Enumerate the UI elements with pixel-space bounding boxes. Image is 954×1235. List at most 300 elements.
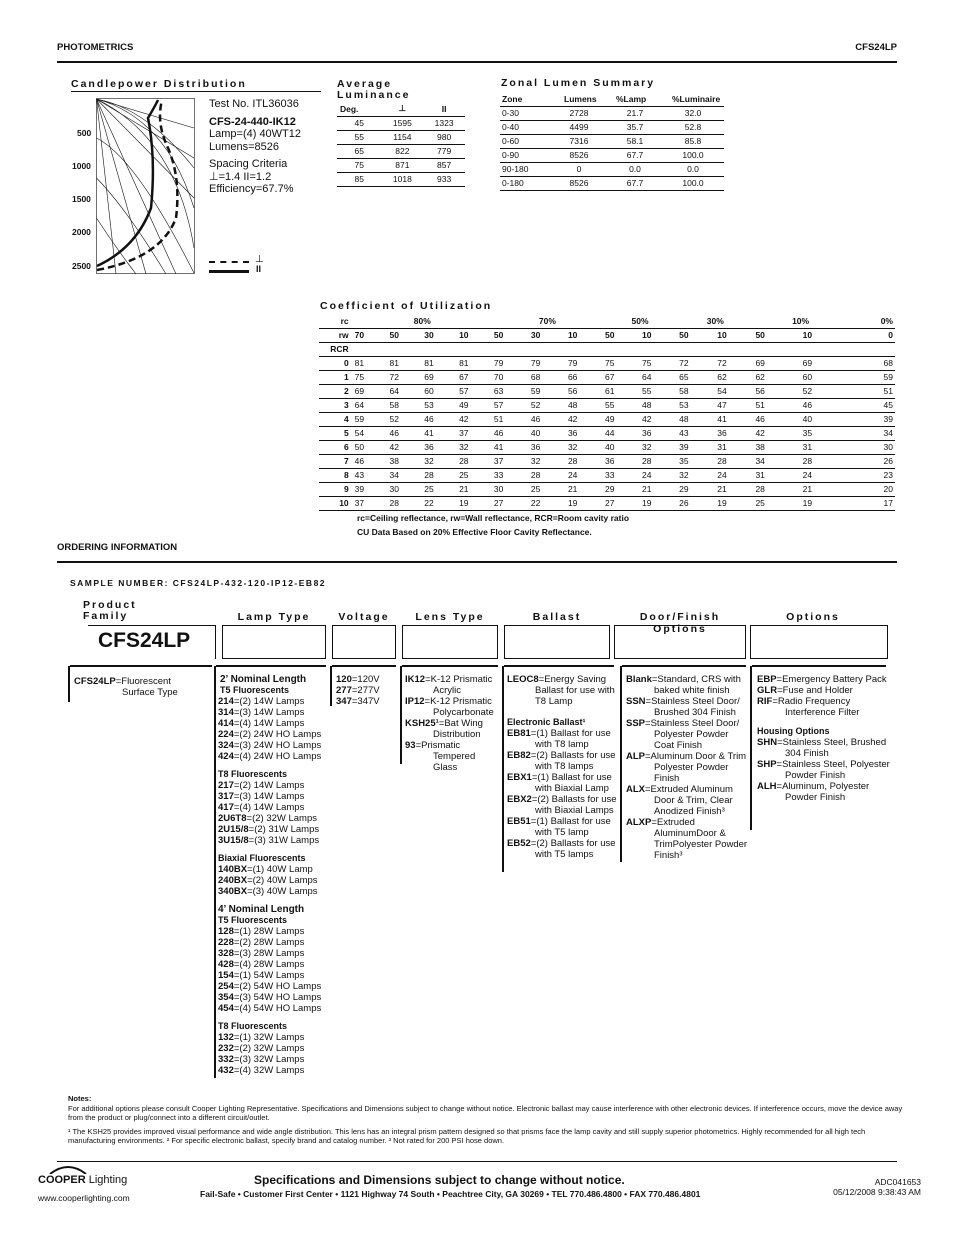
cu-row [319,412,895,426]
cu-cell: 30 [492,482,529,496]
cu-cell: 21 [640,482,677,496]
cu-cell: 53 [677,398,715,412]
zonal-cell: 0.0 [608,162,662,176]
efficiency-info: Efficiency=67.7% [209,183,294,195]
cu-cell: 10 [566,328,603,342]
lamp-option: 428=(4) 28W Lamps [218,959,305,970]
cu-cell: 48 [566,398,603,412]
cu-cell: 79 [529,356,566,370]
label-lens-type: Lens Type [415,611,485,623]
zonal-cell: 4499 [550,120,608,134]
lens-option: IK12=K-12 Prismatic Acrylic [405,674,493,696]
zonal-cell: 35.7 [608,120,662,134]
cu-cell: 59 [353,412,388,426]
luminance-cell: 1595 [381,116,423,130]
cu-cell [715,342,753,356]
cu-cell: 9 [319,482,353,496]
cu-cell: 42 [753,426,800,440]
lamp-option: 340BX=(3) 40W Lamps [218,886,318,897]
housing-option [757,737,891,803]
cu-cell: 31 [715,440,753,454]
cu-cell: 32 [677,468,715,482]
cu-cell: 81 [387,356,422,370]
family-box [88,625,216,659]
luminance-row [337,172,465,186]
luminance-cell: 1018 [381,172,423,186]
cu-cell: 64 [387,384,422,398]
cu-cell: 23 [848,468,895,482]
cu-cell: 51 [492,412,529,426]
cu-cell: 72 [715,356,753,370]
cu-cell: 31 [753,468,800,482]
luminance-row [337,130,465,144]
scale-label: 2000 [72,227,91,237]
cu-cell: 44 [603,426,640,440]
zonal-cell: 67.7 [608,176,662,190]
luminance-cell: 779 [423,144,465,158]
cu-cell: 52 [801,384,848,398]
cu-cell: 50 [753,328,800,342]
lumens-info: Lumens=8526 [209,140,280,153]
candlepower-info [209,98,329,196]
cu-cell: 69 [422,370,457,384]
options-box[interactable] [750,625,888,659]
ballast-option: LEOC8=Energy Saving Ballast for use with T8 Lamp [507,674,615,707]
ordering-title: ORDERING INFORMATION [57,542,178,553]
notes-line-2: ¹ The KSH25 provides improved visual performance and wide angle distribution. This lens has an integral prism pattern designed so that prisms face the lamp cavity and still supply superior photometrics. Highly recommended for all high tech manufacturing environments. ² For specific electronic ballast, specify brand and catalog number. ³ Not rated for 200 PSI hose down. [68,1126,866,1145]
cu-cell: 53 [422,398,457,412]
ballast-column: LEOC8=Energy Saving Ballast for use with T8 Lamp Electronic Ballast¹ EB81=(1) Ballast for use with T8 lamp EB82=(2) Ballasts for use with T8 lamps EBX1=(1) Ballast for use with Biaxial Lamp EBX2=(2) Ballasts for use with Biaxial Lamps EB51=(1) Ballast for use with T5 lamp EB52=(2) Ballasts for use with T5 lamps [507,674,619,860]
cu-cell: 29 [677,482,715,496]
footer-spec-notice: Specifications and Dimensions subject to change without notice. [254,1173,625,1187]
cu-cell: 80% [353,314,492,328]
luminance-cell: 85 [337,172,381,186]
header-right: CFS24LP [855,42,897,53]
notes-line-1: For additional options please consult Cooper Lighting Representative. Specifications and Dimensions subject to change without notice. Electronic ballast may cause interference with other electronic devices. If interference occurs, move the device away from the product or plug/connect into a different circuit/outlet. [68,1103,903,1122]
ballast-option: EB52=(2) Ballasts for use with T5 lamps [507,838,616,860]
zonal-cell: 85.8 [662,134,724,148]
lamp-option: 214=(2) 14W Lamps [218,696,305,707]
cu-cell: 54 [353,426,388,440]
header-rule [57,61,897,63]
zonal-rows [500,106,724,190]
cu-cell: 30 [387,482,422,496]
zonal-header: Zone [500,92,550,106]
cu-cell [492,342,529,356]
luminance-table [337,102,465,187]
cu-cell: 30 [529,328,566,342]
cu-cell: 43 [353,468,388,482]
lamp-option: 224=(2) 24W HO Lamps [218,729,322,740]
cu-cell: 21 [715,482,753,496]
luminance-rows [337,116,465,186]
cu-cell [603,342,640,356]
lamp-option: 328=(3) 28W Lamps [218,948,305,959]
lamp-info: Lamp=(4) 40WT12 [209,128,302,140]
cu-cell: 79 [492,356,529,370]
cu-cell: 70 [492,370,529,384]
cu-cell [566,342,603,356]
cu-cell: 75 [603,356,640,370]
luminance-cell: 75 [337,158,381,172]
cu-cell: 81 [353,356,388,370]
cu-cell: 46 [801,398,848,412]
luminance-row [337,116,465,130]
solid-line-swatch [209,270,249,273]
cu-cell [353,342,388,356]
zonal-cell: 0.0 [662,162,724,176]
lamp-option: 128=(1) 28W Lamps [218,926,305,937]
cu-cell: 1 [319,370,353,384]
cu-cell: 25 [529,482,566,496]
cu-cell: 24 [640,468,677,482]
zonal-header: %Luminaire [662,92,724,106]
lamp-option: 417=(4) 14W Lamps [218,802,305,813]
luminance-cell: 55 [337,130,381,144]
cu-cell: 10% [753,314,847,328]
cu-cell [422,342,457,356]
ballast-option [507,674,619,707]
cu-row [319,370,895,384]
cu-cell: 50 [603,328,640,342]
cu-cell: 25 [457,468,492,482]
cu-cell: 68 [848,356,895,370]
lamp-option [218,780,330,846]
cu-cell: 45 [848,398,895,412]
ballast-option: EB81=(1) Ballast for use with T8 lamp [507,728,611,750]
cu-cell: 52 [529,398,566,412]
lamp-option: 232=(2) 32W Lamps [218,1043,305,1054]
cu-row [319,426,895,440]
scale-label: 500 [77,128,92,138]
footer-address: Fail-Safe • Customer First Center • 1121 Highway 74 South • Peachtree City, GA 30269 • TEL 770.486.4800 • FAX 770.486.4801 [200,1189,701,1199]
lens-option: KSH25¹=Bat Wing Distribution [405,718,483,740]
cu-cell: 28 [529,468,566,482]
cu-cell: 50 [387,328,422,342]
zonal-cell: 0 [550,162,608,176]
cu-cell: 22 [529,496,566,510]
cu-cell: 34 [387,468,422,482]
cu-cell: 69 [801,356,848,370]
cu-cell: 28 [457,454,492,468]
cu-cell: 19 [640,496,677,510]
zonal-cell: 90-180 [500,162,550,176]
lens-option: 93=Prismatic Tempered Glass [405,740,476,773]
door-finish-option: ALXP=Extruded AluminumDoor & TrimPolyester Powder Finish³ [626,817,748,861]
lamp-option: 3U15/8=(3) 31W Lamps [218,835,320,846]
cu-cell: 34 [848,426,895,440]
cu-cell: 39 [677,440,715,454]
spacing-criteria-label: Spacing Criteria [209,158,288,170]
lens-column [405,674,501,773]
lamp-option: 132=(1) 32W Lamps [218,1032,305,1043]
lamp-option: 154=(1) 54W Lamps [218,970,305,981]
cu-cell: 34 [753,454,800,468]
cu-row [319,468,895,482]
cu-cell: 32 [640,440,677,454]
cu-cell: 50 [492,328,529,342]
voltage-option: 120=120V [336,674,380,685]
lamp-option: 454=(4) 54W HO Lamps [218,1003,322,1014]
door-finish-option: SSN=Stainless Steel Door/ Brushed 304 Finish [626,696,740,718]
test-number: Test No. ITL36036 [209,98,299,110]
cu-cell: rw [319,328,353,342]
voltage-option: 347=347V [336,696,380,707]
scale-label: 1000 [72,161,91,171]
door-finish-option: SSP=Stainless Steel Door/ Polyester Powder Coat Finish [626,718,740,751]
cu-cell: 42 [387,440,422,454]
voltage-option: 277=277V [336,685,380,696]
voltage-option [336,674,400,707]
cu-cell: 40 [801,412,848,426]
cu-cell: 37 [353,496,388,510]
cu-cell: 63 [492,384,529,398]
zonal-row [500,176,724,190]
voltage-box[interactable] [332,625,396,659]
cu-cell: 46 [353,454,388,468]
lamp-option [218,864,330,897]
cu-cell: 40 [603,440,640,454]
voltage-column [336,674,400,707]
luminance-row [337,158,465,172]
cu-cell: 64 [640,370,677,384]
cu-cell: 41 [422,426,457,440]
sample-number: SAMPLE NUMBER: CFS24LP-432-120-IP12-EB82 [70,578,327,588]
cu-cell [640,342,677,356]
zonal-row [500,162,724,176]
candlepower-polar-plot [96,98,196,275]
cu-cell: 30 [848,440,895,454]
cu-cell: 46 [492,426,529,440]
parallel-curve [97,100,177,270]
lamp-option: 332=(3) 32W Lamps [218,1054,305,1065]
lamp-option: 254=(2) 54W HO Lamps [218,981,322,992]
lamp-option [218,926,330,1014]
cu-cell: 40 [529,426,566,440]
door-finish-option: Blank=Standard, CRS with baked white finish [626,674,741,696]
zonal-cell: 0-60 [500,134,550,148]
cu-cell: 36 [715,426,753,440]
cu-cell: 32 [566,440,603,454]
luminance-cell: 933 [423,172,465,186]
lamp-option: 324=(3) 24W HO Lamps [218,740,322,751]
cu-cell: 43 [677,426,715,440]
cu-cell: 33 [492,468,529,482]
cu-cell: 50 [677,328,715,342]
cu-note-1: rc=Ceiling reflectance, rw=Wall reflectance, RCR=Room cavity ratio [357,513,630,523]
cu-cell: 32 [422,454,457,468]
cu-cell: 59 [848,370,895,384]
cu-cell: 28 [753,482,800,496]
door-finish-option [626,674,750,861]
cu-cell: 19 [715,496,753,510]
lamp-option [218,696,330,762]
family-code: CFS24LP [98,629,191,652]
ballast-option: EB51=(1) Ballast for use with T5 lamp [507,816,611,838]
cu-cell: 19 [566,496,603,510]
zonal-cell: 0-90 [500,148,550,162]
cu-cell: 75 [640,356,677,370]
zonal-header: %Lamp [608,92,662,106]
lamp-option: 217=(2) 14W Lamps [218,780,305,791]
cu-cell: 64 [353,398,388,412]
ballast-box[interactable] [504,625,610,659]
cu-cell: 17 [848,496,895,510]
cu-cell: 24 [801,468,848,482]
lens-option [405,674,501,773]
cu-cell: 27 [603,496,640,510]
cu-cell: 21 [566,482,603,496]
cu-cell: 69 [753,356,800,370]
cu-cell: 67 [603,370,640,384]
housing-option: SHP=Stainless Steel, Polyester Powder Finish [757,759,890,781]
cu-cell: 30% [677,314,753,328]
footer-url[interactable]: www.cooperlighting.com [38,1193,130,1203]
label-options: Options [786,611,840,623]
ballast-option: EBX2=(2) Ballasts for use with Biaxial Lamps [507,794,617,816]
zonal-cell: 32.0 [662,106,724,120]
cu-cell: 49 [603,412,640,426]
cu-cell: 28 [640,454,677,468]
ballast-option: EB82=(2) Ballasts for use with T8 lamps [507,750,616,772]
cu-cell: 29 [603,482,640,496]
header-left: PHOTOMETRICS [57,42,134,53]
scale-label: 1500 [72,194,91,204]
footer-brand: COOPER Lighting [38,1174,128,1186]
cu-cell: 39 [353,482,388,496]
lamp-type-box[interactable] [222,625,326,659]
lamp-option: 424=(4) 24W HO Lamps [218,751,322,762]
cu-cell: 26 [848,454,895,468]
candlepower-legend [209,254,269,278]
cu-cell: 19 [457,496,492,510]
cu-cell: 60 [422,384,457,398]
cu-cell: 8 [319,468,353,482]
zonal-cell: 8526 [550,148,608,162]
door-finish-box[interactable] [614,625,746,659]
cu-row [319,454,895,468]
cu-cell: 55 [603,398,640,412]
cu-cell: 58 [677,384,715,398]
lamp-type-column: 2’ Nominal Length T5 Fluorescents 214=(2) 14W Lamps 314=(3) 14W Lamps 414=(4) 14W Lamps 224=(2) 24W HO Lamps 324=(3) 24W HO Lamps 424=(4) 24W HO Lamps T8 Fluorescents 217=(2) 14W Lamps 317=(3) 14W Lamps 417=(4) 14W Lamps 2U6T8=(2) 32W Lamps 2U15/8=(2) 31W Lamps 3U15/8=(3) 31W Lamps Biaxial Fluorescents 140BX=(1) 40W Lamp 240BX=(2) 40W Lamps 340BX=(3) 40W Lamps 4’ Nominal Length T5 Fluorescents 128=(1) 28W Lamps 228=(2) 28W Lamps 328=(3) 28W Lamps 428=(4) 28W Lamps 154=(1) 54W Lamps 254=(2) 54W HO Lamps 354=(3) 54W HO Lamps 454=(4) 54W HO Lamps T8 Fluorescents 132=(1) 32W Lamps 232=(2) 32W Lamps 332=(3) 32W Lamps 432=(4) 32W Lamps [218,674,330,1076]
ballast-option [507,728,619,860]
cu-cell: 10 [319,496,353,510]
cu-cell: 54 [715,384,753,398]
cu-row [319,398,895,412]
cu-row [319,356,895,370]
cu-cell: 48 [677,412,715,426]
cu-cell: 10 [457,328,492,342]
cu-cell: 57 [492,398,529,412]
zonal-cell: 0-40 [500,120,550,134]
cu-cell: 38 [387,454,422,468]
cu-row [319,482,895,496]
cu-cell: 0% [848,314,895,328]
cu-cell: 32 [457,440,492,454]
scale-label: 2500 [72,261,91,271]
lamp-option: 414=(4) 14W Lamps [218,718,305,729]
lamp-option: 140BX=(1) 40W Lamp [218,864,313,875]
cu-cell: 36 [566,426,603,440]
footer-doc-info: ADC041653 05/12/2008 9:38:43 AM [833,1177,921,1197]
option-item: RIF=Radio Frequency Interference Filter [757,696,860,718]
cu-cell: 0 [848,328,895,342]
cu-cell: 19 [801,496,848,510]
label-ballast: Ballast [532,611,582,623]
cu-cell: 28 [715,454,753,468]
legend-parallel: II [256,264,262,274]
cu-cell: 28 [422,468,457,482]
cu-cell: 36 [529,440,566,454]
cu-cell: 35 [801,426,848,440]
cu-cell: 48 [640,398,677,412]
cu-cell: 69 [353,384,388,398]
zonal-row [500,134,724,148]
cu-rows [319,314,895,510]
lamp-option: 317=(3) 14W Lamps [218,791,305,802]
cu-cell: 58 [387,398,422,412]
cu-cell: 39 [848,412,895,426]
label-voltage: Voltage [338,611,390,623]
cu-cell: 68 [529,370,566,384]
lamp-option: 240BX=(2) 40W Lamps [218,875,318,886]
zonal-cell: 8526 [550,176,608,190]
cu-cell: 42 [566,412,603,426]
logo-arc-icon [48,1164,88,1174]
door-finish-option: ALP=Aluminum Door & Trim Polyester Powder Finish [626,751,747,784]
cu-cell: 50% [603,314,677,328]
zonal-cell: 67.7 [608,148,662,162]
cu-cell [387,342,422,356]
cu-note-2: CU Data Based on 20% Effective Floor Cavity Reflectance. [357,527,592,537]
cu-cell [801,342,848,356]
cu-cell: 50 [353,440,388,454]
cu-cell: 36 [603,454,640,468]
cu-cell: 24 [715,468,753,482]
cu-cell: 72 [387,370,422,384]
zonal-title: Zonal Lumen Summary [501,77,656,89]
cu-cell [529,342,566,356]
lens-option: IP12=K-12 Prismatic Polycarbonate [405,696,494,718]
label-lamp-type: Lamp Type [237,611,311,623]
luminance-cell: 980 [423,130,465,144]
cu-title: Coefficient of Utilization [320,300,493,312]
cu-cell: 52 [387,412,422,426]
cu-row [319,496,895,510]
lamp-option: 432=(4) 32W Lamps [218,1065,305,1076]
cu-cell: 30 [422,328,457,342]
legend-perpendicular: ⊥ [255,254,264,265]
cu-cell: 37 [457,426,492,440]
zonal-cell: 100.0 [662,148,724,162]
cu-cell: 21 [457,482,492,496]
cu-cell: 51 [753,398,800,412]
cu-row [319,314,895,328]
cu-cell: 60 [801,370,848,384]
lamp-option [218,1032,330,1076]
cu-cell: rc [319,314,353,328]
cu-cell: 5 [319,426,353,440]
luminance-header: II [423,102,465,116]
luminance-cell: 857 [423,158,465,172]
lens-type-box[interactable] [402,625,498,659]
cu-cell: 42 [457,412,492,426]
cu-cell: 46 [387,426,422,440]
door-finish-option: ALX=Extruded Aluminum Door & Trim, Clear Anodized Finish³ [626,784,733,817]
zonal-cell: 7316 [550,134,608,148]
luminance-title: Average Luminance [337,78,411,101]
cu-cell: 56 [566,384,603,398]
